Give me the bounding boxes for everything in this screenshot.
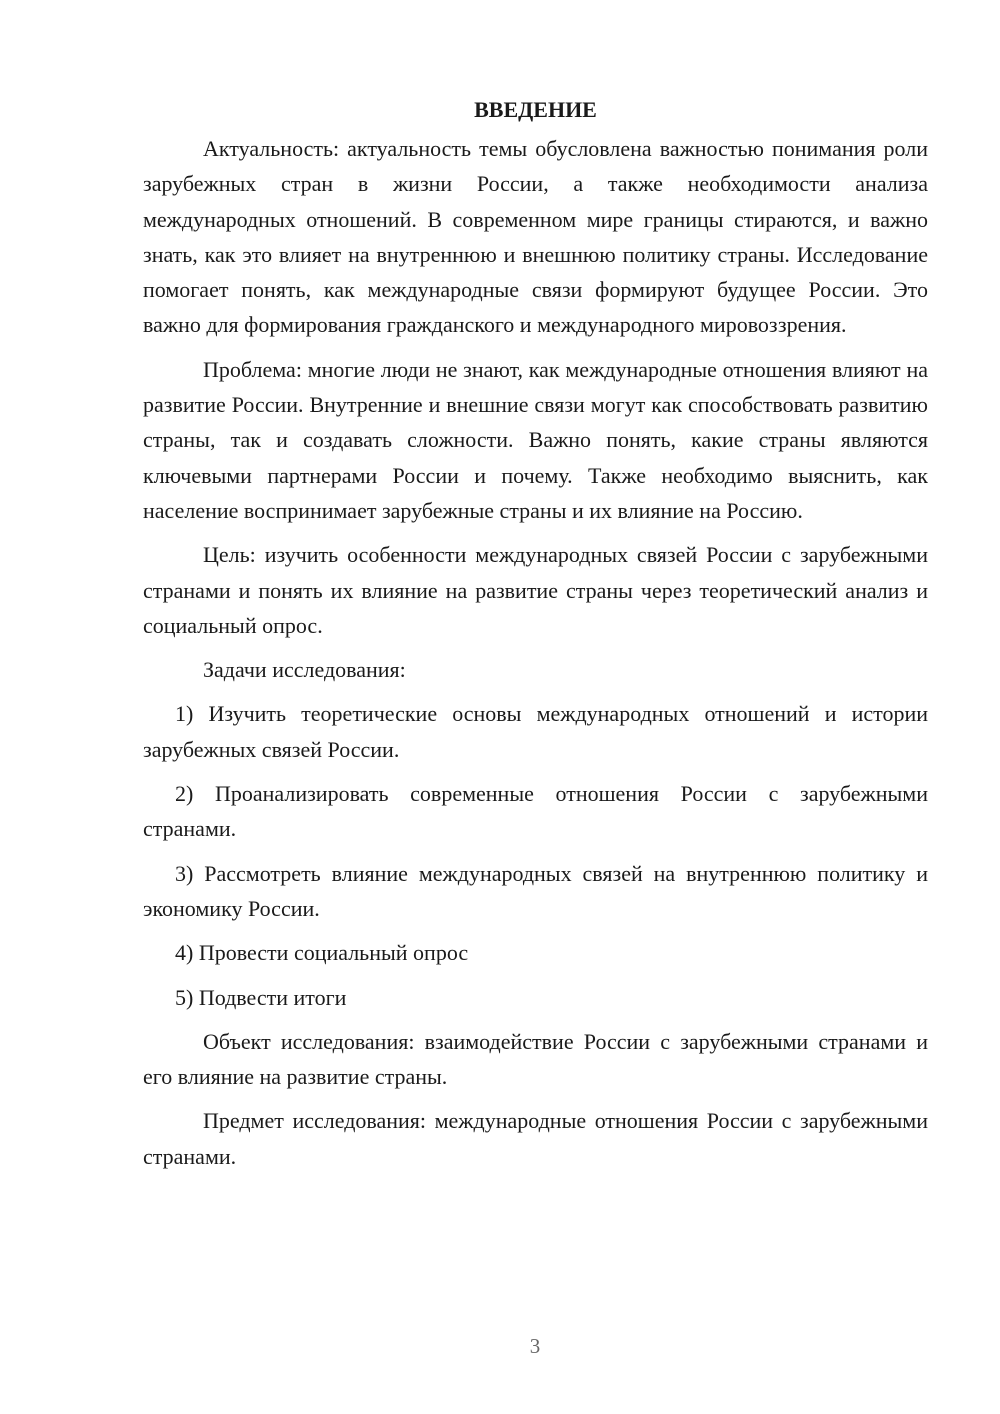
task-item-5: 5) Подвести итоги xyxy=(175,984,347,1010)
paragraph-subject: Предмет исследования: международные отношения России с зарубежными странами. xyxy=(143,1108,928,1169)
task-item-3: 3) Рассмотреть влияние международных связей на внутреннюю политику и экономику России. xyxy=(143,860,928,921)
paragraph-tasks-heading: Задачи исследования: xyxy=(203,657,406,683)
task-item-2: 2) Проанализировать современные отношения России с зарубежными странами. xyxy=(143,781,928,842)
page-number: 3 xyxy=(529,1334,541,1358)
document-page xyxy=(143,92,928,1183)
section-title: ВВЕДЕНИЕ xyxy=(474,97,597,122)
paragraph-object: Объект исследования: взаимодействие России с зарубежными странами и его влияние на развитие страны. xyxy=(143,1028,928,1090)
paragraph-goal: Цель: изучить особенности международных связей России с зарубежными странами и понять их влияние на развитие страны через теоретический анализ и социальный опрос. xyxy=(143,542,928,638)
task-item-4: 4) Провести социальный опрос xyxy=(175,940,469,966)
paragraph-problem: Проблема: многие люди не знают, как международные отношения влияют на развитие России. Внутренние и внешние связи могут как способствовать развитию страны, так и создавать сложности. Важно понять, какие страны являются ключевыми партнерами России и почему. Также необходимо выяснить, как население воспринимает зарубежные страны и их влияние на Россию. xyxy=(143,356,928,523)
paragraph-relevance: Актуальность: актуальность темы обусловлена важностью понимания роли зарубежных стран в жизни России, а также необходимости анализа международных отношений. В современном мире границы стираются, и важно знать, как это влияет на внутреннюю и внешнюю политику страны. Исследование помогает понять, как международные связи формируют будущее России. Это важно для формирования гражданского и международного мировоззрения. xyxy=(143,136,928,338)
task-item-1: 1) Изучить теоретические основы международных отношений и истории зарубежных связей России. xyxy=(143,701,928,762)
